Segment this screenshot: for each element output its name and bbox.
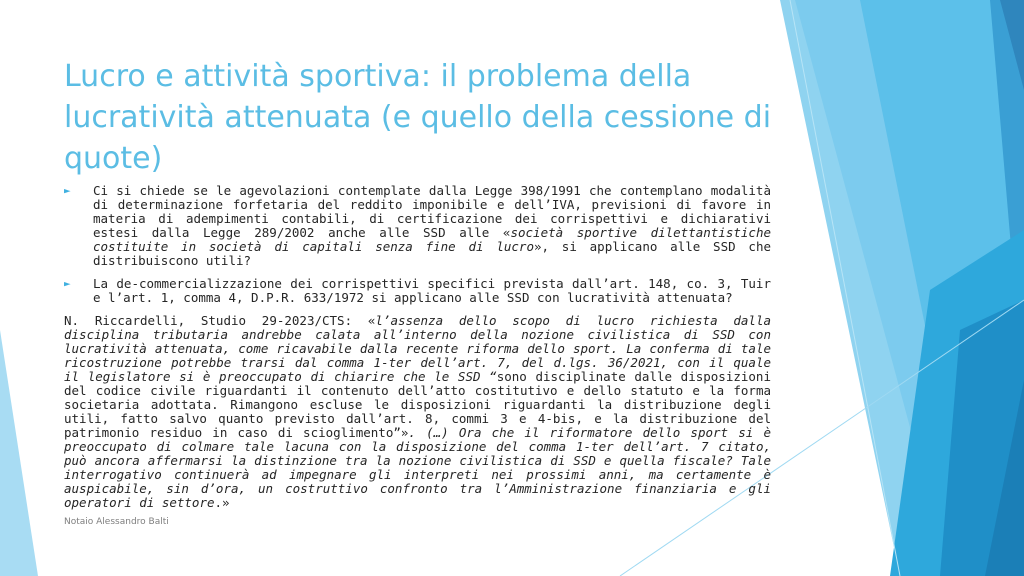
bullet-1-post: », si applicano alle SSD che distribuiscono utili? xyxy=(93,239,772,268)
footer-text: Notaio Alessandro Balti xyxy=(64,517,169,527)
quote-italic-1: l’assenza dello scopo di lucro richiesta dalla disciplina tributaria andrebbe calata all’interno della nozione civilistica di SSD con lucratività attenuata, come ricavabile dalla recente riforma dello sport. La conferma di tale ricostruzione potrebbe trarsi dal comma 1-ter dell’art. 7, del d.lgs. 36/2021, con il quale il legislatore si è preoccupato di chiarire che le SSD “ xyxy=(64,313,772,384)
quote-normal-1: sono disciplinate dalle disposizioni del codice civile riguardanti il contenuto dell’atto costitutivo e dello statuto e la forma societaria adottata. Rimangono escluse le disposizioni riguardanti la distribuzione degli utili, fatto salvo quanto previsto dall’art. 8, commi 3 e 4-bis, e la distribuzione del patrimonio residuo in caso di scioglimento”» xyxy=(64,369,771,440)
slide-content xyxy=(64,184,771,510)
bullet-1-text: Ci si chiede se le agevolazioni contemplate dalla Legge 398/1991 che contemplano modalità di determinazione forfetaria del reddito imponibile e dell’IVA, previsioni di favore in materia di adempimenti contabili, di certificazione dei corrispettivi e dichiarativi estesi dalla Legge 289/2002 anche alle SSD alle « xyxy=(93,183,771,240)
bullet-1-italic: società sportive dilettantistiche costituite in società di capitali senza fine di lucro xyxy=(93,225,771,254)
left-facet xyxy=(0,330,38,576)
bullet-arrow-icon: ► xyxy=(64,184,71,197)
bullet-arrow-icon: ► xyxy=(64,277,71,290)
quote-lead: N. Riccardelli, Studio 29-2023/CTS: « xyxy=(64,313,376,328)
quote-end: .» xyxy=(214,495,230,510)
slide-title: Lucro e attività sportiva: il problema della lucratività attenuata (e quello della cessione di quote) xyxy=(64,59,772,176)
bullet-item-2 xyxy=(64,277,771,305)
quote-italic-2: . (…) Ora che il riformatore dello sport si è preoccupato di colmare tale lacuna con la disposizione del comma 1-ter dell’art. 7 citato, può ancora affermarsi la distinzione tra la nozione civilistica di SSD e quella fiscale? Tale interrogativo continuerà ad impegnare gli interpreti nei prossimi anni, ma certamente è auspicabile, sin d’ora, un costruttivo confronto tra l’Amministrazione finanziaria e gli operatori di settore xyxy=(64,425,771,510)
quote-paragraph xyxy=(64,314,771,510)
bullet-2-text: La de-commercializzazione dei corrispettivi specifici prevista dall’art. 148, co. 3, Tuir e l’art. 1, comma 4, D.P.R. 633/1972 si applicano alle SSD con lucratività attenuata? xyxy=(93,276,771,305)
bullet-item-1 xyxy=(64,184,771,268)
